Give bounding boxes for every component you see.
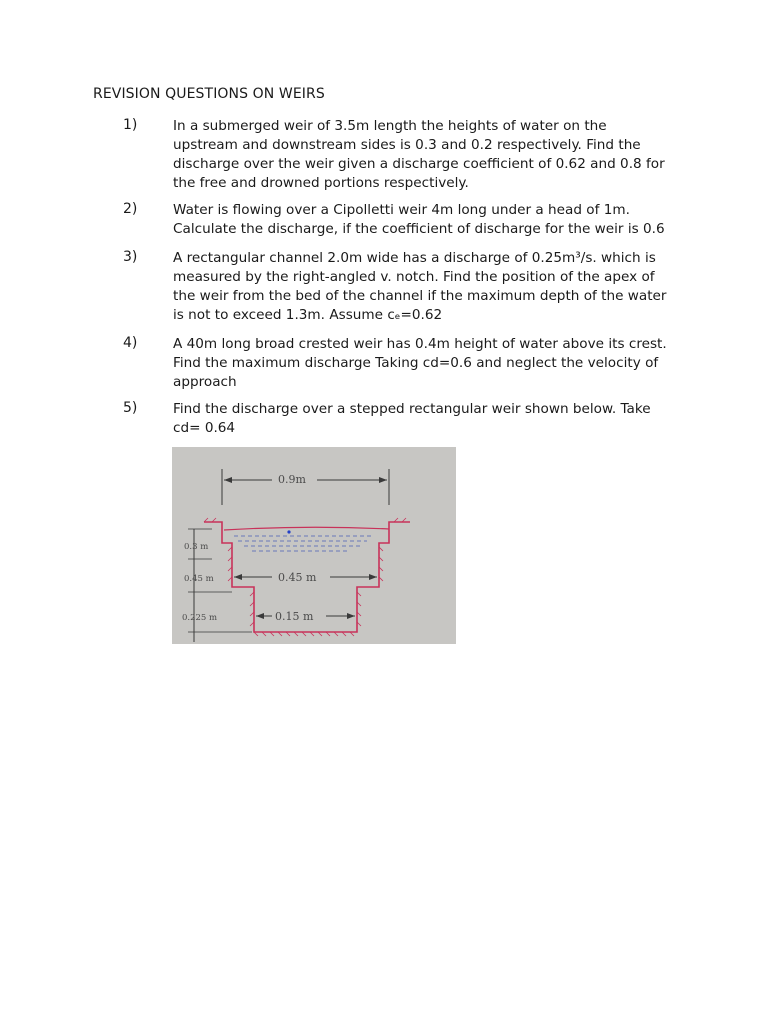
arrow-right-icon xyxy=(347,613,355,619)
middle-width-label: 0.45 m xyxy=(278,571,317,584)
head-2-label: 0.45 m xyxy=(184,574,214,584)
question-5 xyxy=(93,400,673,440)
question-text: Find the discharge over a stepped rectangular weir shown below. Take cd= 0.64 xyxy=(173,401,651,436)
stepped-weir-diagram xyxy=(172,447,456,644)
water-dashes xyxy=(234,536,372,551)
question-text: A 40m long broad crested weir has 0.4m height of water above its crest. Find the maximum discharge Taking cd=0.6 and neglect the velocity of approach xyxy=(173,336,667,390)
arrow-right-icon xyxy=(379,477,387,483)
arrow-left-icon xyxy=(234,574,242,580)
question-2 xyxy=(93,201,673,241)
arrow-left-icon xyxy=(224,477,232,483)
question-number: 3) xyxy=(123,249,138,265)
top-width-label: 0.9m xyxy=(278,473,306,486)
arrow-right-icon xyxy=(369,574,377,580)
question-3 xyxy=(93,249,673,325)
question-1 xyxy=(93,117,673,193)
marker-dot xyxy=(287,530,290,533)
question-number: 5) xyxy=(123,400,138,416)
bottom-width-label: 0.15 m xyxy=(275,610,314,623)
arrow-left-icon xyxy=(256,613,264,619)
question-text: Water is flowing over a Cipolletti weir 4m long under a head of 1m. Calculate the discharge, if the coefficient of discharge for the weir is 0.6 xyxy=(173,202,665,237)
page-title: REVISION QUESTIONS ON WEIRS xyxy=(93,86,325,102)
question-text: In a submerged weir of 3.5m length the heights of water on the upstream and downstream sides is 0.3 and 0.2 respectively. Find the discharge over the weir given a discharge coefficient of 0.62 and 0.8 for the free and drowned portions respectively. xyxy=(173,118,665,191)
stepped-weir-figure xyxy=(172,447,456,644)
water-surface xyxy=(224,527,389,530)
question-text: A rectangular channel 2.0m wide has a discharge of 0.25m³/s. which is measured by the right-angled v. notch. Find the position of the apex of the weir from the bed of the channel if the maximum depth of the water is not to exceed 1.3m. Assume cₑ=0.62 xyxy=(173,250,667,323)
head-1-label: 0.3 m xyxy=(184,542,209,552)
question-number: 4) xyxy=(123,335,138,351)
question-number: 2) xyxy=(123,201,138,217)
question-number: 1) xyxy=(123,117,138,133)
head-3-label: 0.225 m xyxy=(182,613,218,623)
question-4 xyxy=(93,335,673,393)
